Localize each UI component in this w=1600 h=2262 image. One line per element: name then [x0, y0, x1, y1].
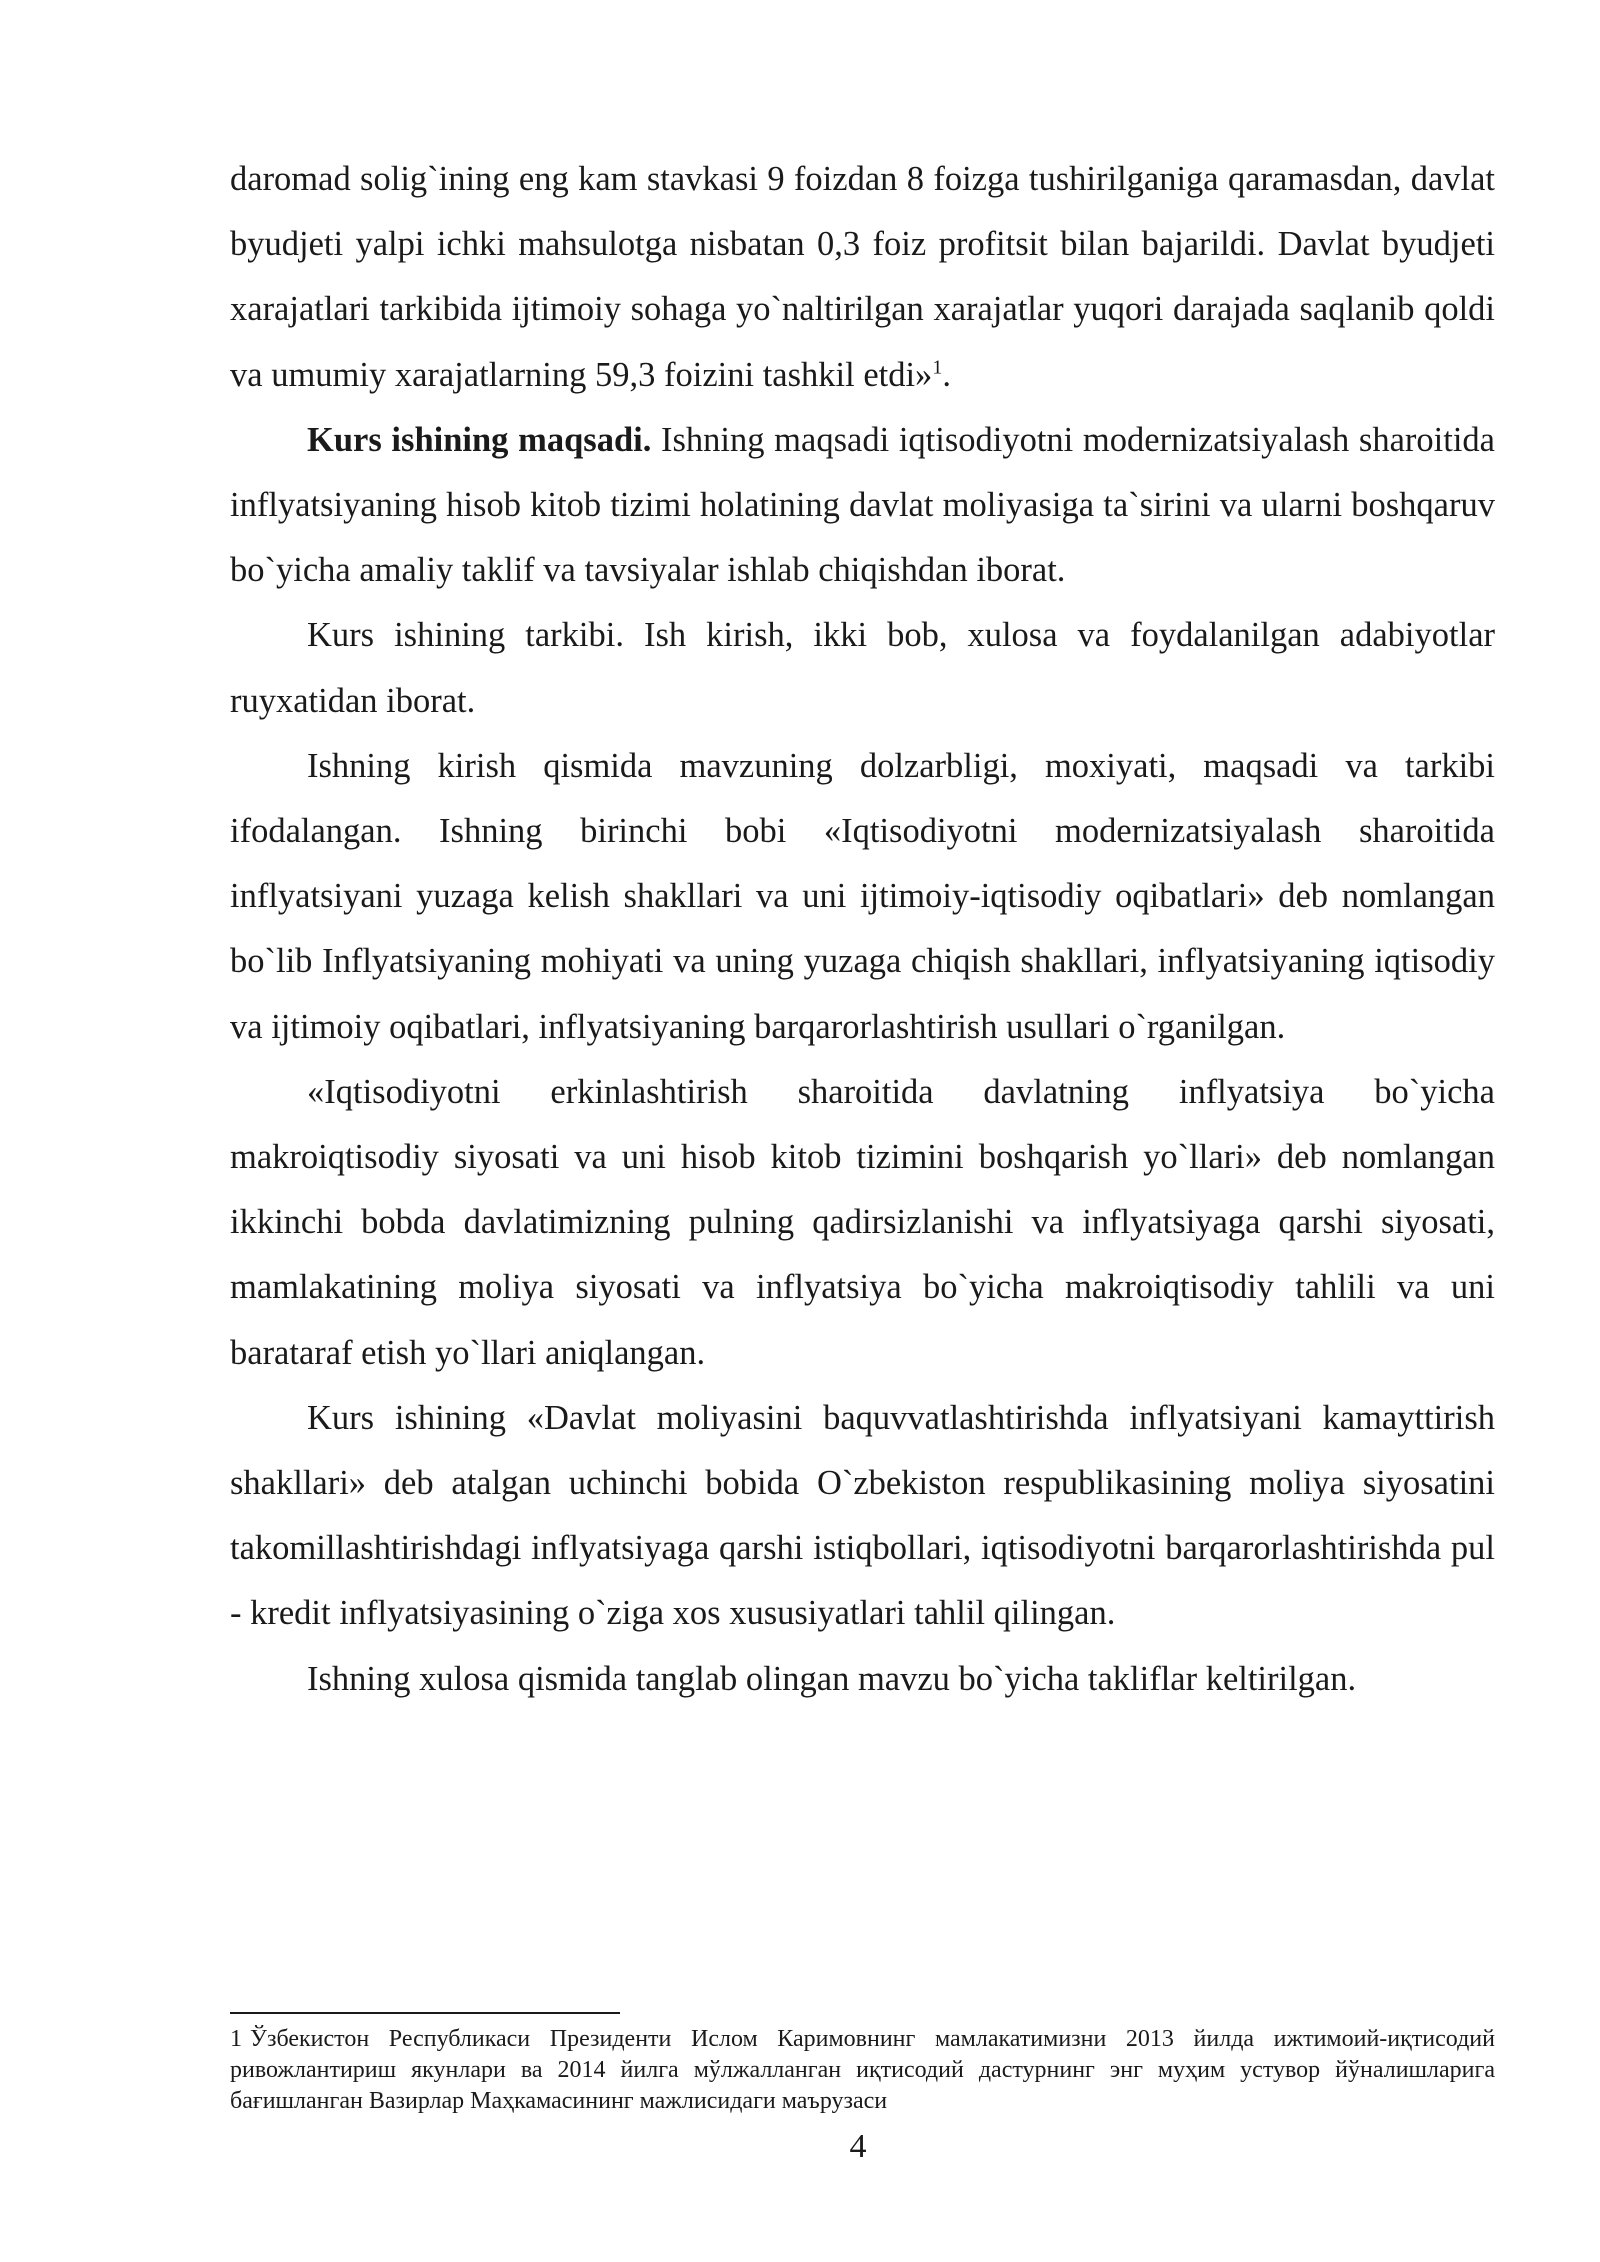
paragraph-1-text: daromad solig`ining eng kam stavkasi 9 foizdan 8 foizga tushirilganiga qaramasdan, davlat byudjeti yalpi ichki mahsulotga nisbatan 0,3 foiz profitsit bilan bajarildi. Davlat byudjeti xarajatlari tarkibida ijtimoiy sohaga yo`naltirilgan xarajatlar yuqori darajada saqlanib qoldi va umumiy xarajatlarning 59,3 foizini tashkil etdi» [230, 160, 1495, 394]
paragraph-1 [230, 147, 1495, 408]
paragraph-2 [230, 408, 1495, 604]
paragraph-6: Kurs ishining «Davlat moliyasini baquvvatlashtirishda inflyatsiyani kamayttirish shakllari» deb atalgan uchinchi bobida O`zbekiston respublikasining moliya siyosatini takomillashtirishdagi inflyatsiyaga qarshi istiqbollari, iqtisodiyotni barqarorlashtirishda pul - kredit inflyatsiyasining o`ziga xos xususiyatlari tahlil qilingan. [230, 1398, 1495, 1633]
body-text [230, 147, 1495, 1712]
footnote-separator [230, 2012, 620, 2014]
footnote [230, 2024, 1495, 2117]
paragraph-3: Kurs ishining tarkibi. Ish kirish, ikki bob, xulosa va foydalanilgan adabiyotlar ruyxatidan iborat. [230, 616, 1495, 720]
paragraph-2-heading: Kurs ishining maqsadi. [307, 420, 652, 459]
paragraph-4: Ishning kirish qismida mavzuning dolzarbligi, moxiyati, maqsadi va tarkibi ifodalangan. Ishning birinchi bobi «Iqtisodiyotni modernizatsiyalash sharoitida inflyatsiyani yuzaga kelish shakllari va uni ijtimoiy-iqtisodiy oqibatlari» deb nomlangan bo`lib Inflyatsiyaning mohiyati va uning yuzaga chiqish shakllari, inflyatsiyaning iqtisodiy va ijtimoiy oqibatlari, inflyatsiyaning barqarorlashtirish usullari o`rganilgan. [230, 746, 1495, 1046]
page-number: 4 [849, 2128, 867, 2165]
footnote-number: 1 [230, 2026, 242, 2052]
paragraph-5: «Iqtisodiyotni erkinlashtirish sharoitida davlatning inflyatsiya bo`yicha makroiqtisodiy siyosati va uni hisob kitob tizimini boshqarish yo`llari» deb nomlangan ikkinchi bobda davlatimizning pulning qadirsizlanishi va inflyatsiyaga qarshi siyosati, mamlakatining moliya siyosati va inflyatsiya bo`yicha makroiqtisodiy tahlili va uni barataraf etish yo`llari aniqlangan. [230, 1072, 1495, 1372]
paragraph-7: Ishning xulosa qismida tanglab olingan mavzu bo`yicha takliflar keltirilgan. [307, 1659, 1357, 1698]
footnote-reference: 1 [932, 356, 943, 379]
paragraph-2-text: Ishning maqsadi iqtisodiyotni modernizatsiyalash sharoitida inflyatsiyaning hisob kitob tizimi holatining davlat moliyasiga ta`sirini va ularni boshqaruv bo`yicha amaliy taklif va tavsiyalar ishlab chiqishdan iborat. [230, 420, 1495, 590]
paragraph-1-end: . [942, 355, 951, 394]
footnote-text: Ўзбекистон Республикаси Президенти Ислом Каримовнинг мамлакатимизни 2013 йилда ижтимоий-иқтисодий ривожлантириш якунлари ва 2014 йилга мўлжалланган иқтисодий дастурнинг энг муҳим устувор йўналишларига бағишланган Вазирлар Маҳкамасининг мажлисидаги маърузаси [230, 2026, 1495, 2114]
